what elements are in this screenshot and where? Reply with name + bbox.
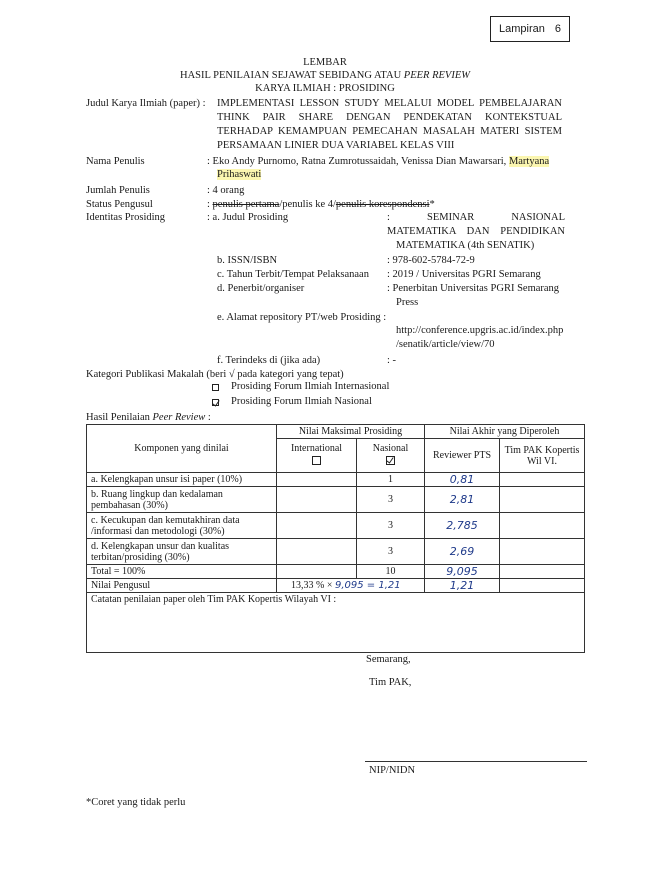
row-internasional	[277, 539, 357, 565]
pengusul-label: Nilai Pengusul	[87, 579, 277, 593]
status-struck-corresp: penulis korespondensi	[335, 199, 430, 210]
identitas-label: Identitas Prosiding	[86, 212, 166, 223]
header-timpak: Tim PAK Kopertis Wil VI.	[500, 439, 585, 473]
status-struck-first: penulis pertama	[212, 199, 280, 210]
catatan-cell: Catatan penilaian paper oleh Tim PAK Kopertis Wilayah VI :	[87, 593, 585, 653]
penulis-line2	[217, 169, 261, 180]
penulis-highlight-2: Prihaswati	[217, 169, 262, 180]
row-internasional	[277, 513, 357, 539]
pengusul-formula	[277, 579, 425, 593]
header-reviewer: Reviewer PTS	[425, 439, 500, 473]
header-internasional-label: International	[290, 443, 343, 454]
identitas-b-value: : 978-602-5784-72-9	[387, 255, 475, 266]
title-line2	[0, 70, 650, 81]
identitas-e-value-2: /senatik/article/view/70	[396, 339, 495, 350]
total-nasional: 10	[357, 565, 425, 579]
footnote: *Coret yang tidak perlu	[86, 797, 186, 808]
hasil-label-italic: Peer Review	[152, 412, 206, 423]
identitas-c-value: : 2019 / Universitas PGRI Semarang	[387, 269, 541, 280]
review-table	[86, 424, 585, 653]
title-line3: KARYA ILMIAH : PROSIDING	[255, 83, 395, 94]
header-nilai-akhir: Nilai Akhir yang Diperoleh	[425, 425, 585, 439]
total-timpak	[500, 565, 585, 579]
judul-line: IMPLEMENTASI LESSON STUDY MELALUI MODEL PEMBELAJARAN	[217, 98, 562, 109]
header-nilai-maks: Nilai Maksimal Prosiding	[277, 425, 425, 439]
row-nasional: 3	[357, 487, 425, 513]
kategori-opt-nasional: Prosiding Forum Ilmiah Nasional	[231, 396, 372, 407]
identitas-e-label: e. Alamat repository PT/web Prosiding :	[217, 312, 387, 323]
lampiran-box	[490, 16, 570, 42]
signature-line	[365, 761, 587, 762]
identitas-b-label: b. ISSN/ISBN	[217, 255, 278, 266]
status-sep: :	[207, 199, 213, 210]
row-reviewer: 0,81	[425, 473, 500, 487]
pengusul-handwritten: 9,095 = 1,21	[334, 580, 401, 591]
hasil-label-suffix: :	[205, 412, 211, 423]
judul-label: Judul Karya Ilmiah (paper) :	[86, 98, 206, 109]
identitas-f-value: : -	[387, 355, 397, 366]
hasil-label-prefix: Hasil Penilaian	[86, 412, 153, 423]
penulis-line1	[207, 156, 549, 167]
judul-line: TERHADAP KEMAMPUAN PEMECAHAN MASALAH MATERI SISTEM	[217, 126, 562, 137]
row-internasional	[277, 487, 357, 513]
row-reviewer: 2,81	[425, 487, 500, 513]
nasional-checked-icon	[386, 456, 395, 465]
header-internasional	[277, 439, 357, 473]
title-line1: LEMBAR	[303, 57, 347, 68]
jumlah-value: : 4 orang	[207, 185, 245, 196]
kategori-label: Kategori Publikasi Makalah (beri √ pada kategori yang tepat)	[86, 369, 344, 380]
signature-place: Semarang,	[366, 654, 411, 665]
identitas-a-value	[387, 212, 565, 251]
status-star: *	[429, 199, 435, 210]
header-nasional	[357, 439, 425, 473]
identitas-e-value-1: http://conference.upgris.ac.id/index.php	[396, 325, 564, 336]
row-nasional: 3	[357, 513, 425, 539]
identitas-d-label: d. Penerbit/organiser	[217, 283, 305, 294]
kategori-opt-internasional: Prosiding Forum Ilmiah Internasional	[231, 381, 390, 392]
row-komponen: a. Kelengkapan unsur isi paper (10%)	[87, 473, 277, 487]
total-reviewer: 9,095	[425, 565, 500, 579]
header-komponen: Komponen yang dinilai	[87, 425, 277, 473]
row-timpak	[500, 473, 585, 487]
row-timpak	[500, 513, 585, 539]
row-komponen: d. Kelengkapan unsur dan kualitas terbitan/prosiding (30%)	[87, 539, 277, 565]
row-reviewer: 2,785	[425, 513, 500, 539]
pengusul-reviewer: 1,21	[425, 579, 500, 593]
identitas-d-value-1: : Penerbitan Universitas PGRI Semarang	[387, 283, 560, 294]
penulis-label: Nama Penulis	[86, 156, 145, 167]
header-nasional-label: Nasional	[372, 443, 409, 454]
total-label: Total = 100%	[87, 565, 277, 579]
title-line2-italic: PEER REVIEW	[403, 70, 470, 81]
lampiran-label: Lampiran	[499, 23, 545, 35]
identitas-c-label: c. Tahun Terbit/Tempat Pelaksanaan	[217, 269, 369, 280]
hasil-label	[86, 412, 211, 423]
signature-team: Tim PAK,	[369, 677, 412, 688]
row-internasional	[277, 473, 357, 487]
status-selected: /penulis ke 4/	[279, 199, 336, 210]
judul-line-last: PERSAMAAN LINIER DUA VARIABEL KELAS VIII	[217, 140, 455, 151]
identitas-f-label: f. Terindeks di (jika ada)	[217, 355, 321, 366]
identitas-a-label: : a. Judul Prosiding	[207, 212, 289, 223]
pengusul-formula-text: 13,33 % ×	[291, 580, 335, 591]
row-komponen: b. Ruang lingkup dan kedalaman pembahasan (30%)	[87, 487, 277, 513]
row-timpak	[500, 487, 585, 513]
internasional-checkbox-icon	[312, 456, 321, 465]
jumlah-label: Jumlah Penulis	[86, 185, 150, 196]
lampiran-number: 6	[554, 23, 561, 35]
checkbox-internasional[interactable]	[212, 384, 219, 391]
status-label: Status Pengusul	[86, 199, 153, 210]
row-reviewer: 2,69	[425, 539, 500, 565]
status-value	[207, 199, 435, 210]
row-timpak	[500, 539, 585, 565]
row-komponen: c. Kecukupan dan kemutakhiran data /informasi dan metodologi (30%)	[87, 513, 277, 539]
title-line2-prefix: HASIL PENILAIAN SEJAWAT SEBIDANG ATAU	[180, 70, 404, 81]
judul-block	[217, 98, 562, 151]
signature-nip: NIP/NIDN	[369, 765, 416, 776]
prosiding-title-line: : SEMINAR NASIONAL	[387, 212, 565, 223]
prosiding-title-line: MATEMATIKA (4th SENATIK)	[396, 240, 535, 251]
pengusul-timpak	[500, 579, 585, 593]
prosiding-title-line: MATEMATIKA DAN PENDIDIKAN	[387, 226, 565, 237]
identitas-d-value-2: Press	[396, 297, 419, 308]
judul-line: THINK PAIR SHARE DENGAN PENDEKATAN KONTEKSTUAL	[217, 112, 562, 123]
penulis-highlight: Martyana	[508, 156, 550, 167]
row-nasional: 1	[357, 473, 425, 487]
checkbox-nasional[interactable]	[212, 399, 219, 406]
penulis-names: : Eko Andy Purnomo, Ratna Zumrotussaidah, Venissa Dian Mawarsari,	[207, 156, 509, 167]
row-nasional: 3	[357, 539, 425, 565]
total-internasional	[277, 565, 357, 579]
